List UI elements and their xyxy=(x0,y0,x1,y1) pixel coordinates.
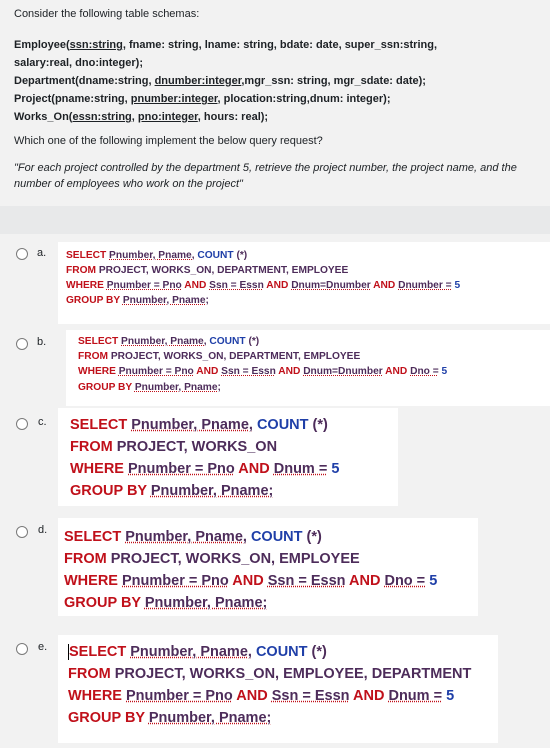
sql-card xyxy=(58,408,398,506)
from-clause: FROM PROJECT, WORKS_ON xyxy=(70,439,278,455)
works-on-schema-line: Works_On(essn:string, pno:integer, hours: real); xyxy=(14,111,269,123)
option-letter: e. xyxy=(38,641,48,653)
group-by-clause: GROUP BY Pnumber, Pname; xyxy=(64,595,268,611)
sql-query xyxy=(66,330,550,395)
sql-query xyxy=(58,242,550,308)
radio-button-c[interactable] xyxy=(16,418,28,430)
select-clause: SELECT Pnumber, Pname, COUNT (*) xyxy=(66,250,248,261)
option-letter: c. xyxy=(38,416,47,428)
select-clause: SELECT Pnumber, Pname, COUNT (*) xyxy=(64,529,322,545)
sql-query xyxy=(58,635,498,729)
employee-schema-cont: salary:real, dno:integer); xyxy=(14,57,143,69)
department-schema-line: Department(dname:string, dnumber:integer,mgr_ssn: string, mgr_sdate: date); xyxy=(14,75,426,87)
radio-button-e[interactable] xyxy=(16,643,28,655)
employee-schema-line: Employee(ssn:string, fname: string, lname: string, bdate: date, super_ssn:string, xyxy=(14,39,437,51)
radio-button-d[interactable] xyxy=(16,526,28,538)
answer-option-e[interactable] xyxy=(0,635,550,747)
answers-divider xyxy=(0,206,550,234)
select-clause: SELECT Pnumber, Pname, COUNT (*) xyxy=(78,336,260,347)
sql-card xyxy=(58,518,478,616)
from-clause: FROM PROJECT, WORKS_ON, DEPARTMENT, EMPLOYEE xyxy=(78,351,361,363)
where-clause: WHERE Pnumber = Pno AND Ssn = Essn AND Dnum=Dnumber AND Dno = 5 xyxy=(78,366,448,378)
from-clause: FROM PROJECT, WORKS_ON, DEPARTMENT, EMPLOYEE xyxy=(66,265,349,276)
question-text: Which one of the following implement the below query request? xyxy=(14,135,323,147)
group-by-clause: GROUP BY Pnumber, Pname; xyxy=(68,710,272,726)
answer-option-d[interactable] xyxy=(0,518,550,620)
answer-option-a[interactable] xyxy=(0,234,550,324)
group-by-clause: GROUP BY Pnumber, Pname; xyxy=(70,483,274,499)
option-letter: d. xyxy=(38,524,48,536)
from-clause: FROM PROJECT, WORKS_ON, EMPLOYEE, DEPARTMENT xyxy=(68,666,472,682)
select-clause: SELECT Pnumber, Pname, COUNT (*) xyxy=(70,417,328,433)
group-by-clause: GROUP BY Pnumber, Pname; xyxy=(78,381,221,393)
sql-query xyxy=(58,518,478,614)
radio-button-a[interactable] xyxy=(16,248,28,260)
group-by-clause: GROUP BY Pnumber, Pname; xyxy=(66,295,209,306)
project-schema-line: Project(pname:string, pnumber:integer, plocation:string,dnum: integer); xyxy=(14,93,391,105)
answer-option-c[interactable] xyxy=(0,408,550,510)
sql-card xyxy=(58,242,550,324)
where-clause: WHERE Pnumber = Pno AND Ssn = Essn AND Dnum=Dnumber AND Dnumber = 5 xyxy=(66,280,461,291)
schema-intro: Consider the following table schemas: xyxy=(14,8,200,20)
sql-card xyxy=(58,635,498,743)
sql-query xyxy=(58,408,398,502)
answer-option-b[interactable] xyxy=(0,330,550,410)
option-letter: a. xyxy=(37,247,47,259)
where-clause: WHERE Pnumber = Pno AND Ssn = Essn AND Dnum = 5 xyxy=(68,688,455,704)
option-letter: b. xyxy=(37,336,47,348)
radio-button-b[interactable] xyxy=(16,338,28,350)
select-clause: SELECT Pnumber, Pname, COUNT (*) xyxy=(69,644,327,660)
sql-card xyxy=(66,330,550,406)
query-request-text: "For each project controlled by the department 5, retrieve the project number, the project name, and the number of employees who work on the project" xyxy=(14,162,517,190)
schema-block xyxy=(14,8,539,126)
where-clause: WHERE Pnumber = Pno AND Dnum = 5 xyxy=(70,461,340,477)
from-clause: FROM PROJECT, WORKS_ON, EMPLOYEE xyxy=(64,551,360,567)
where-clause: WHERE Pnumber = Pno AND Ssn = Essn AND Dno = 5 xyxy=(64,573,438,589)
